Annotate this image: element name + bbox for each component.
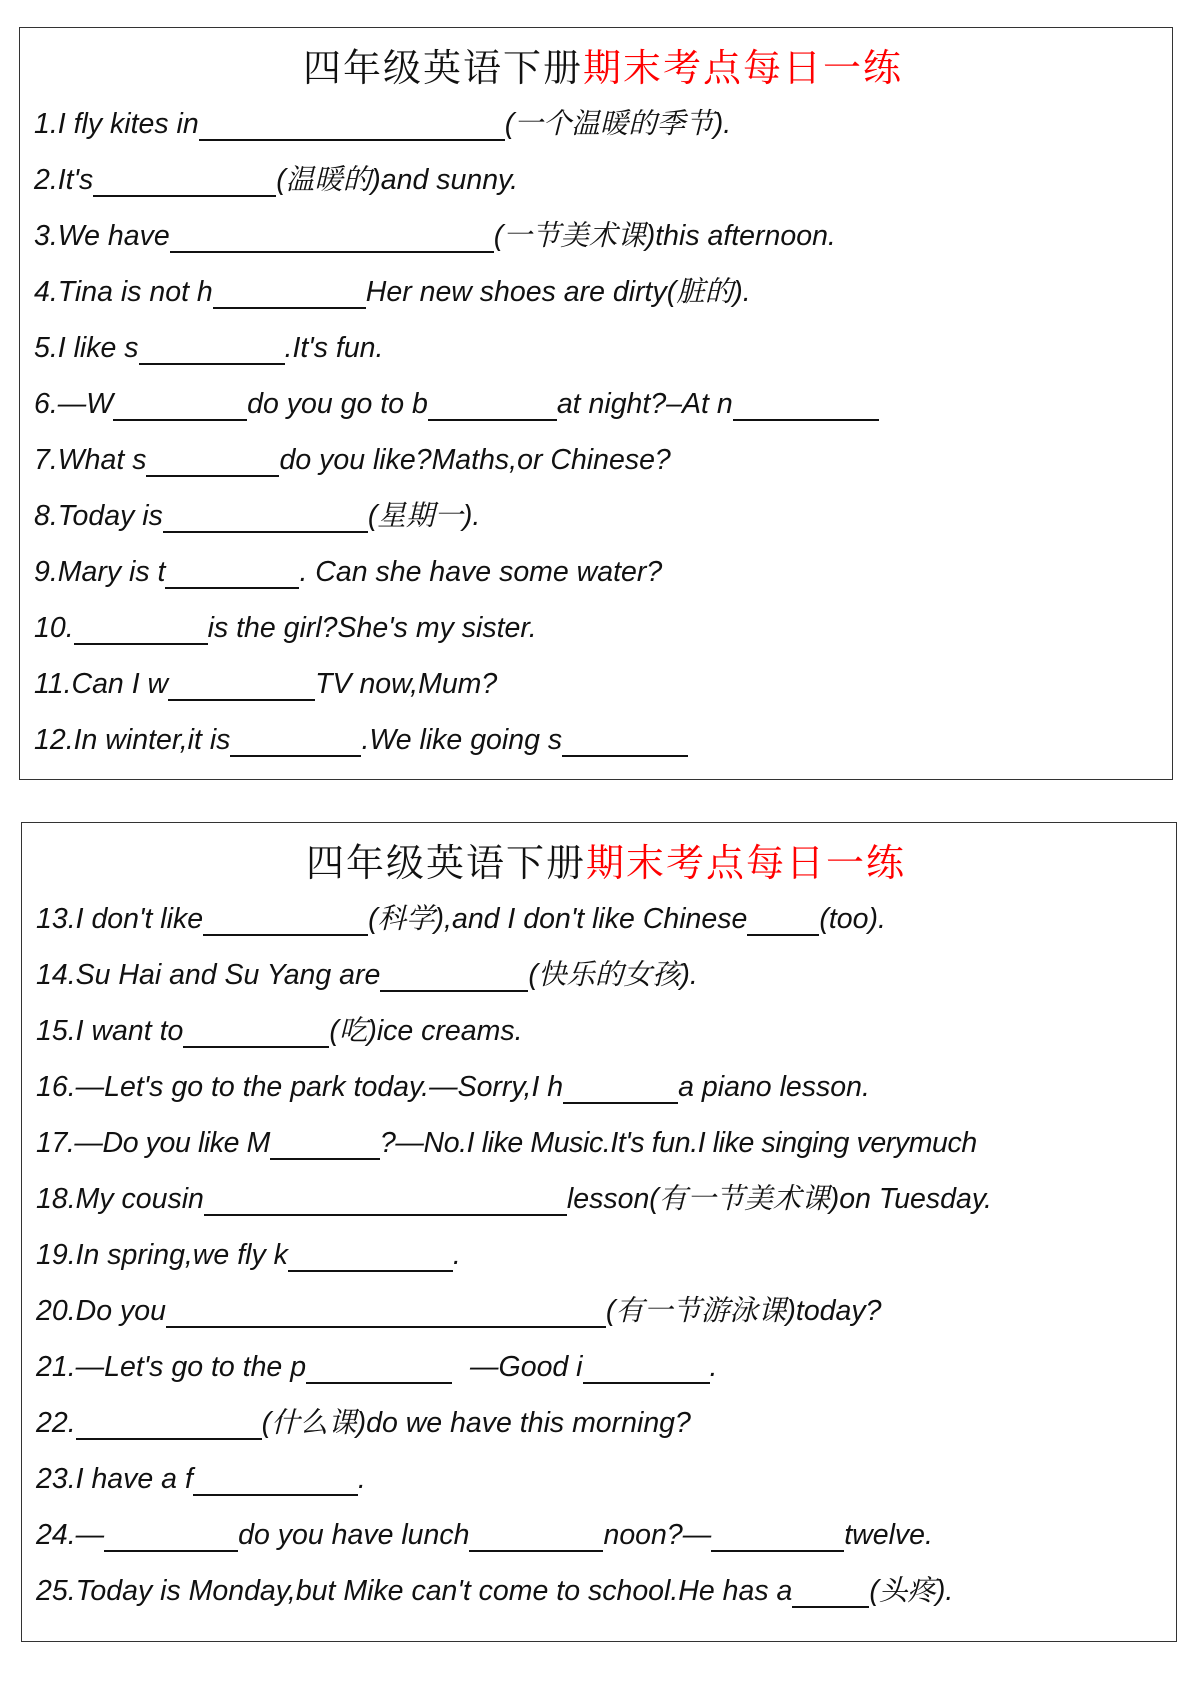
question-text: (一个温暖的季节).	[504, 108, 732, 140]
answer-blank[interactable]	[563, 1102, 678, 1104]
question-text: .	[709, 1351, 718, 1383]
question-5	[34, 320, 1172, 376]
question-22	[36, 1395, 1176, 1451]
answer-blank[interactable]	[170, 251, 494, 253]
answer-blank[interactable]	[733, 419, 879, 421]
answer-blank[interactable]	[193, 1494, 358, 1496]
worksheet-title	[34, 40, 1172, 96]
question-24	[36, 1507, 1176, 1563]
question-text: .It's fun.	[284, 332, 384, 364]
question-text: 3.We have	[34, 220, 170, 252]
question-text: (一节美术课)this afternoon.	[493, 220, 836, 252]
answer-blank[interactable]	[306, 1382, 452, 1384]
question-text: 21.—Let's go to the p	[36, 1351, 307, 1383]
answer-blank[interactable]	[583, 1382, 710, 1384]
title-black: 四年级英语下册	[305, 841, 586, 885]
answer-blank[interactable]	[204, 1214, 567, 1216]
question-text: —Good i	[470, 1351, 583, 1383]
question-text: 19.In spring,we fly k	[36, 1239, 288, 1271]
question-text: (快乐的女孩).	[528, 959, 698, 991]
question-1	[34, 96, 1172, 152]
answer-blank[interactable]	[139, 363, 285, 365]
answer-blank[interactable]	[230, 755, 361, 757]
answer-blank[interactable]	[203, 934, 368, 936]
question-8	[34, 488, 1172, 544]
answer-blank[interactable]	[288, 1270, 453, 1272]
question-text: twelve.	[844, 1519, 933, 1551]
title-red: 期末考点每日一练	[583, 46, 904, 90]
question-text: do you have lunch	[238, 1519, 470, 1551]
question-text: Her new shoes are dirty(脏的).	[365, 276, 751, 308]
question-4	[34, 264, 1172, 320]
answer-blank[interactable]	[104, 1550, 238, 1552]
question-text: ?—No.I like Music.It's fun.I like singing verymuch	[379, 1127, 977, 1159]
answer-blank[interactable]	[168, 699, 315, 701]
question-9	[34, 544, 1172, 600]
question-text: 20.Do you	[36, 1295, 166, 1327]
question-text: (头疼).	[869, 1575, 954, 1607]
question-text: 24.—	[36, 1519, 105, 1551]
question-text: . Can she have some water?	[299, 556, 663, 588]
question-text: (too).	[819, 903, 886, 935]
question-text: 2.It's	[34, 164, 94, 196]
answer-blank[interactable]	[380, 990, 528, 992]
question-text: lesson(有一节美术课)on Tuesday.	[566, 1183, 992, 1215]
question-text: (有一节游泳课)today?	[605, 1295, 882, 1327]
title-red: 期末考点每日一练	[586, 841, 907, 885]
question-text: 7.What s	[34, 444, 147, 476]
question-text: 13.I don't like	[36, 903, 204, 935]
question-text: 9.Mary is t	[34, 556, 166, 588]
answer-blank[interactable]	[146, 475, 279, 477]
answer-blank[interactable]	[183, 1046, 329, 1048]
question-20	[36, 1283, 1176, 1339]
answer-blank[interactable]	[93, 195, 276, 197]
question-text: (科学),and I don't like Chinese	[368, 903, 748, 935]
question-2	[34, 152, 1172, 208]
question-17	[36, 1115, 1176, 1171]
answer-blank[interactable]	[428, 419, 557, 421]
question-6	[34, 376, 1172, 432]
title-black: 四年级英语下册	[302, 46, 583, 90]
question-text: a piano lesson.	[678, 1071, 870, 1103]
answer-blank[interactable]	[199, 139, 505, 141]
question-text: 12.In winter,it is	[34, 724, 231, 756]
question-19	[36, 1227, 1176, 1283]
question-text: 10.	[34, 612, 74, 644]
question-12	[34, 712, 1172, 768]
question-21	[36, 1339, 1176, 1395]
question-text: 5.I like s	[34, 332, 139, 364]
question-text: 16.—Let's go to the park today.—Sorry,I h	[36, 1071, 564, 1103]
question-text: TV now,Mum?	[315, 668, 498, 700]
question-text: .	[357, 1463, 366, 1495]
answer-blank[interactable]	[270, 1158, 380, 1160]
question-16	[36, 1059, 1176, 1115]
answer-blank[interactable]	[74, 643, 208, 645]
question-text: 6.—W	[34, 388, 114, 420]
question-11	[34, 656, 1172, 712]
question-7	[34, 432, 1172, 488]
question-text: 11.Can I w	[34, 668, 169, 700]
question-text: 18.My cousin	[36, 1183, 204, 1215]
question-25	[36, 1563, 1176, 1619]
answer-blank[interactable]	[213, 307, 366, 309]
question-14	[36, 947, 1176, 1003]
answer-blank[interactable]	[562, 755, 688, 757]
question-text: (星期一).	[367, 500, 481, 532]
question-text: 25.Today is Monday,but Mike can't come to school.He has a	[36, 1575, 793, 1607]
question-text: (吃)ice creams.	[329, 1015, 523, 1047]
question-text: 17.—Do you like M	[36, 1127, 270, 1159]
answer-blank[interactable]	[163, 531, 368, 533]
worksheet-title	[36, 835, 1176, 891]
answer-blank[interactable]	[76, 1438, 262, 1440]
answer-blank[interactable]	[469, 1550, 603, 1552]
question-text: 22.	[36, 1407, 76, 1439]
question-text: is the girl?She's my sister.	[207, 612, 537, 644]
answer-blank[interactable]	[165, 587, 299, 589]
question-text: .	[452, 1239, 461, 1271]
question-10	[34, 600, 1172, 656]
answer-blank[interactable]	[113, 419, 247, 421]
answer-blank[interactable]	[792, 1606, 869, 1608]
question-text: 15.I want to	[36, 1015, 184, 1047]
worksheet-card-1	[19, 27, 1173, 780]
question-23	[36, 1451, 1176, 1507]
question-text: noon?—	[603, 1519, 712, 1551]
question-text: (什么课)do we have this morning?	[261, 1407, 691, 1439]
question-text: 14.Su Hai and Su Yang are	[36, 959, 381, 991]
answer-blank[interactable]	[166, 1326, 606, 1328]
question-text: (温暖的)and sunny.	[276, 164, 519, 196]
question-18	[36, 1171, 1176, 1227]
question-text: do you like?Maths,or Chinese?	[279, 444, 671, 476]
question-text: 23.I have a f	[36, 1463, 193, 1495]
question-13	[36, 891, 1176, 947]
question-text: at night?–At n	[556, 388, 733, 420]
question-text: .We like going s	[361, 724, 563, 756]
question-text: do you go to b	[247, 388, 428, 420]
answer-blank[interactable]	[711, 1550, 844, 1552]
question-text: 4.Tina is not h	[34, 276, 213, 308]
question-text: 8.Today is	[34, 500, 163, 532]
question-text: 1.I fly kites in	[34, 108, 199, 140]
question-15	[36, 1003, 1176, 1059]
answer-blank[interactable]	[747, 934, 819, 936]
question-3	[34, 208, 1172, 264]
worksheet-card-2	[21, 822, 1177, 1642]
